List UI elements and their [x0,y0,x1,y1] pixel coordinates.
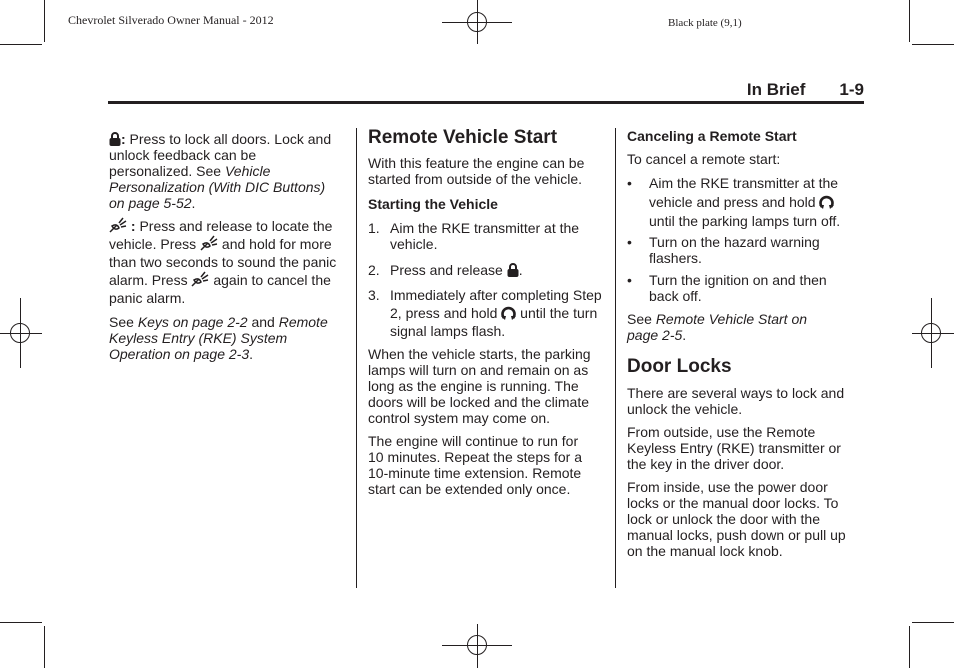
crop-mark [912,44,954,45]
registration-mark [467,12,487,32]
paragraph: The engine will continue to run for 10 minutes. Repeat the steps for a 10-minute time extension. Remote start can be extended only once. [368,433,583,497]
crop-mark [44,0,45,42]
panic-alarm-icon [191,271,209,287]
crop-mark [912,622,954,623]
intro-paragraph: With this feature the engine can be started from outside of the vehicle. [368,155,585,187]
paragraph: When the vehicle starts, the parking lamps will turn on and remain on as long as the engine is running. The doors will be locked and the climate control system may come on. [368,346,591,426]
cross-reference: Vehicle Personalization (With DIC Buttons) on page 5-52 [109,163,326,211]
lock-icon [507,263,519,277]
panic-alarm-icon [109,217,127,233]
cross-reference: Remote Keyless Entry (RKE) System Operation on page 2-3 [109,314,328,362]
crop-mark [0,622,42,623]
plate-label: Black plate (9,1) [668,17,742,29]
step-item: 3. Immediately after completing Step 2, press and hold until the turn signal lamps flash. [368,287,602,339]
bullet-item: • Aim the RKE transmitter at the vehicle and press and hold until the parking lamps turn off. [627,175,841,229]
step-item: 1. Aim the RKE transmitter at the vehicle. [368,220,580,252]
lock-icon [109,132,121,146]
bullet-item: • Turn the ignition on and then back off. [627,272,827,304]
registration-mark [467,635,487,655]
bullet: • [627,234,632,250]
subheading: Canceling a Remote Start [627,128,797,144]
registration-mark [10,323,30,343]
page-number: 1-9 [839,80,864,99]
panic-alarm-icon [200,235,218,251]
crop-mark [44,626,45,668]
section-name: In Brief [746,80,806,99]
bullet: • [627,175,632,191]
crop-mark [0,44,42,45]
column-divider [615,128,616,588]
registration-mark [921,323,941,343]
panic-description: : Press and release to locate the vehicle. Press and hold for more than two seconds to sound the panic alarm. Press again to cancel the panic alarm. [109,218,337,306]
section-heading: Remote Vehicle Start [368,127,558,148]
paragraph: From outside, use the Remote Keyless Entry (RKE) transmitter or the key in the driver door. [627,424,841,472]
subheading: Starting the Vehicle [368,196,498,212]
running-header [747,80,864,100]
bullet-item: • Turn on the hazard warning flashers. [627,234,820,266]
paragraph: From inside, use the power door locks or the manual door locks. To lock or unlock the door with the manual locks, push down or pull up on the manual lock knob. [627,479,846,559]
remote-start-icon [501,305,516,320]
column-divider [356,128,357,588]
section-heading: Door Locks [627,356,732,377]
document-title: Chevrolet Silverado Owner Manual - 2012 [68,13,274,27]
crop-mark [909,0,910,42]
bullet: • [627,272,632,288]
cross-reference: Keys on page 2-2 [137,314,248,330]
see-also-remote-start: See Remote Vehicle Start on page 2-5. [627,311,808,343]
crop-mark [909,626,910,668]
remote-start-icon [819,194,834,209]
header-rule [108,101,864,104]
step-item: 2. Press and release . [368,262,523,278]
paragraph: There are several ways to lock and unlock the vehicle. [627,385,845,417]
see-also-keys: See Keys on page 2-2 and Remote Keyless Entry (RKE) System Operation on page 2-3. [109,314,328,362]
paragraph: To cancel a remote start: [627,151,781,167]
cross-reference: Remote Vehicle Start on page 2-5 [627,311,808,343]
lock-description: : Press to lock all doors. Lock and unlock feedback can be personalized. See Vehicle Personalization (With DIC Buttons) on page 5-52. [109,131,332,211]
